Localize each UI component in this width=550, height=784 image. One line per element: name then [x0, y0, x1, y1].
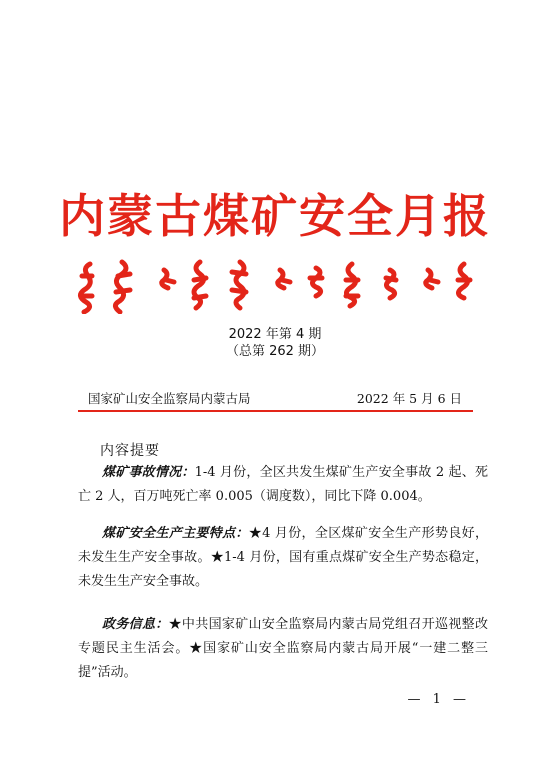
issue-total-number: （总第 262 期）	[225, 344, 325, 359]
issue-number: 2022 年第 4 期	[228, 327, 322, 342]
page-number: — 1 —	[407, 692, 470, 707]
summary-heading: 内容提要	[100, 443, 160, 459]
summary-item-text: ★4 月份，全区煤矿安全生产形势良好，未发生生产安全事故。★1-4 月份，国有重点煤矿安全生产势态稳定，未发生生产安全事故。	[78, 526, 488, 589]
summary-item-government-info	[78, 613, 488, 685]
summary-item-accidents	[78, 461, 488, 509]
mongolian-script-title	[60, 256, 480, 314]
summary-item-label: 煤矿事故情况：	[102, 465, 195, 480]
issue-info	[0, 326, 550, 360]
masthead-title: 内蒙古煤矿安全月报	[59, 189, 491, 243]
summary-item-safety-features	[78, 522, 488, 594]
summary-item-label: 煤矿安全生产主要特点：	[102, 526, 249, 541]
publisher-organization: 国家矿山安全监察局内蒙古局	[88, 391, 251, 406]
summary-item-text: ★中共国家矿山安全监察局内蒙古局党组召开巡视整改专题民主生活会。★国家矿山安全监察局内蒙古局开展“一建二整三提”活动。	[78, 617, 488, 680]
header-divider	[78, 410, 473, 412]
summary-item-text: 1-4 月份，全区共发生煤矿生产安全事故 2 起、死亡 2 人，百万吨死亡率 0.005（调度数），同比下降 0.004。	[78, 465, 488, 504]
summary-item-label: 政务信息：	[102, 617, 169, 632]
publish-date: 2022 年 5 月 6 日	[356, 391, 462, 406]
